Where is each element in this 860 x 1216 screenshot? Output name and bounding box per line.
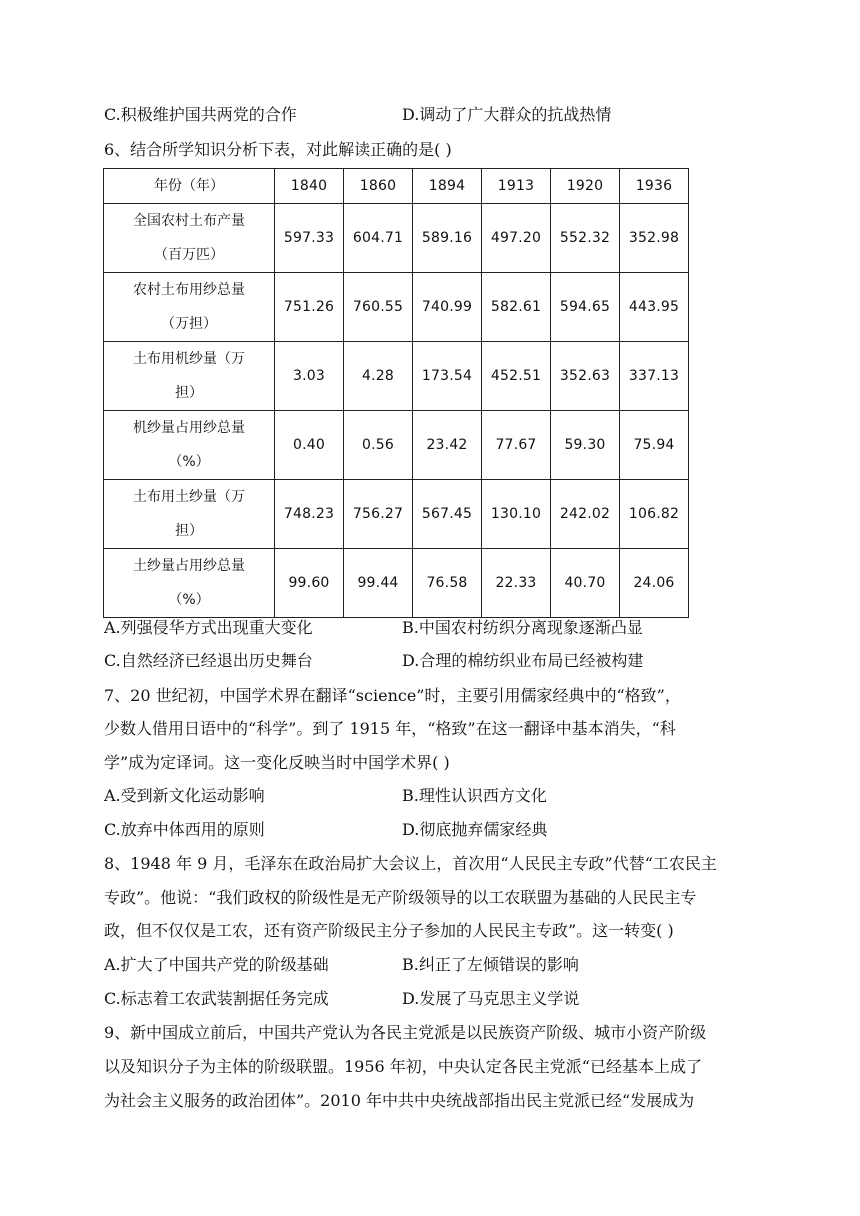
q9-stem-line3: 为社会主义服务的政治团体”。2010 年中共中央统战部指出民主党派已经“发展成为: [104, 1091, 695, 1110]
q8-options-ab: [104, 953, 754, 977]
table-cell: 0.56: [344, 411, 413, 480]
table-cell: 352.98: [620, 204, 689, 273]
row-label: [104, 411, 275, 480]
table-header-cell: 1860: [344, 169, 413, 204]
q7-option-a: A.受到新文化运动影响: [104, 786, 265, 805]
table-cell: 589.16: [413, 204, 482, 273]
q9-stem-line1: 9、新中国成立前后，中国共产党认为各民主党派是以民族资产阶级、城市小资产阶级: [104, 1023, 707, 1042]
table-cell: 76.58: [413, 549, 482, 618]
table-cell: 443.95: [620, 273, 689, 342]
table-cell: 452.51: [482, 342, 551, 411]
table-cell: 597.33: [275, 204, 344, 273]
table-cell: 173.54: [413, 342, 482, 411]
row-label: [104, 204, 275, 273]
q8-option-c: C.标志着工农武装割据任务完成: [104, 989, 329, 1008]
row-label: [104, 273, 275, 342]
table-cell: 751.26: [275, 273, 344, 342]
table-cell: 582.61: [482, 273, 551, 342]
table-cell: 352.63: [551, 342, 620, 411]
table-cell: 75.94: [620, 411, 689, 480]
q9-stem-line2: 以及知识分子为主体的阶级联盟。1956 年初，中央认定各民主党派“已经基本上成了: [104, 1057, 702, 1076]
table-cell: 99.44: [344, 549, 413, 618]
q6-options-ab: [104, 616, 754, 640]
table-cell: 77.67: [482, 411, 551, 480]
row-label: [104, 549, 275, 618]
row-label-line1: 土布用机纱量（万: [133, 351, 245, 367]
q7-stem-line2: 少数人借用日语中的“科学”。到了 1915 年，“格致”在这一翻译中基本消失，“科: [104, 719, 676, 738]
q7-option-c: C.放弃中体西用的原则: [104, 820, 265, 839]
table-header-cell: 1894: [413, 169, 482, 204]
table-cell: 760.55: [344, 273, 413, 342]
table-row: [104, 480, 689, 549]
q6-stem: 6、结合所学知识分析下表，对此解读正确的是( ): [104, 140, 452, 159]
q8-stem-line3: 政，但不仅仅是工农，还有资产阶级民主分子参加的人民民主专政”。这一转变( ): [104, 921, 674, 940]
q5-options-cd: [104, 103, 754, 127]
q8-stem-line2: 专政”。他说：“我们政权的阶级性是无产阶级领导的以工农联盟为基础的人民民主专: [104, 888, 697, 907]
table-cell: 99.60: [275, 549, 344, 618]
q7-options-ab: [104, 784, 754, 808]
table-row: [104, 273, 689, 342]
row-label-line2: 担）: [175, 385, 203, 401]
row-label-line2: 担）: [175, 523, 203, 539]
q8-option-d: D.发展了马克思主义学说: [402, 989, 580, 1008]
table-cell: 130.10: [482, 480, 551, 549]
table-cell: 552.32: [551, 204, 620, 273]
table-header-year: 年份（年）: [104, 169, 275, 204]
table-header-cell: 1840: [275, 169, 344, 204]
q7-stem-line1: 7、20 世纪初，中国学术界在翻译“science”时，主要引用儒家经典中的“格致”，: [104, 686, 681, 705]
row-label-line1: 全国农村土布产量: [133, 213, 245, 229]
q6-option-a: A.列强侵华方式出现重大变化: [104, 618, 313, 637]
row-label-line2: （百万匹）: [154, 247, 224, 263]
row-label: [104, 480, 275, 549]
table-row: [104, 549, 689, 618]
table-header-row: [104, 169, 689, 204]
row-label-line1: 土布用土纱量（万: [133, 489, 245, 505]
table-cell: 740.99: [413, 273, 482, 342]
q7-option-b: B.理性认识西方文化: [402, 786, 547, 805]
q5-option-d: D.调动了广大群众的抗战热情: [402, 105, 612, 124]
table-cell: 106.82: [620, 480, 689, 549]
q6-data-table: [103, 168, 689, 618]
q6-option-b: B.中国农村纺织分离现象逐渐凸显: [402, 618, 643, 637]
q8-stem-line1: 8、1948 年 9 月，毛泽东在政治局扩大会议上，首次用“人民民主专政”代替“工农民主: [104, 854, 717, 873]
q6-options-cd: [104, 649, 754, 673]
table-cell: 567.45: [413, 480, 482, 549]
q7-option-d: D.彻底抛弃儒家经典: [402, 820, 548, 839]
table-cell: 40.70: [551, 549, 620, 618]
table-cell: 497.20: [482, 204, 551, 273]
table-cell: 594.65: [551, 273, 620, 342]
table-cell: 337.13: [620, 342, 689, 411]
table-row: [104, 342, 689, 411]
row-label-line1: 机纱量占用纱总量: [133, 420, 245, 436]
row-label-line1: 土纱量占用纱总量: [133, 558, 245, 574]
table-cell: 4.28: [344, 342, 413, 411]
table-header-cell: 1936: [620, 169, 689, 204]
table-header-cell: 1913: [482, 169, 551, 204]
table-cell: 0.40: [275, 411, 344, 480]
table-row: [104, 411, 689, 480]
q8-option-b: B.纠正了左倾错误的影响: [402, 955, 579, 974]
table-cell: 59.30: [551, 411, 620, 480]
q8-option-a: A.扩大了中国共产党的阶级基础: [104, 955, 329, 974]
row-label: [104, 342, 275, 411]
q6-option-c: C.自然经济已经退出历史舞台: [104, 651, 313, 670]
table-cell: 756.27: [344, 480, 413, 549]
q6-option-d: D.合理的棉纺织业布局已经被构建: [402, 651, 644, 670]
table-header-cell: 1920: [551, 169, 620, 204]
table-cell: 242.02: [551, 480, 620, 549]
table-cell: 3.03: [275, 342, 344, 411]
q8-options-cd: [104, 987, 754, 1011]
q5-option-c: C.积极维护国共两党的合作: [104, 105, 297, 124]
table-cell: 604.71: [344, 204, 413, 273]
row-label-line2: （%）: [168, 592, 210, 608]
row-label-line2: （万担）: [161, 316, 217, 332]
q7-options-cd: [104, 818, 754, 842]
table-cell: 22.33: [482, 549, 551, 618]
table-row: [104, 204, 689, 273]
table-cell: 24.06: [620, 549, 689, 618]
row-label-line2: （%）: [168, 454, 210, 470]
table-cell: 748.23: [275, 480, 344, 549]
q7-stem-line3: 学”成为定译词。这一变化反映当时中国学术界( ): [104, 753, 450, 772]
table-cell: 23.42: [413, 411, 482, 480]
row-label-line1: 农村土布用纱总量: [133, 282, 245, 298]
